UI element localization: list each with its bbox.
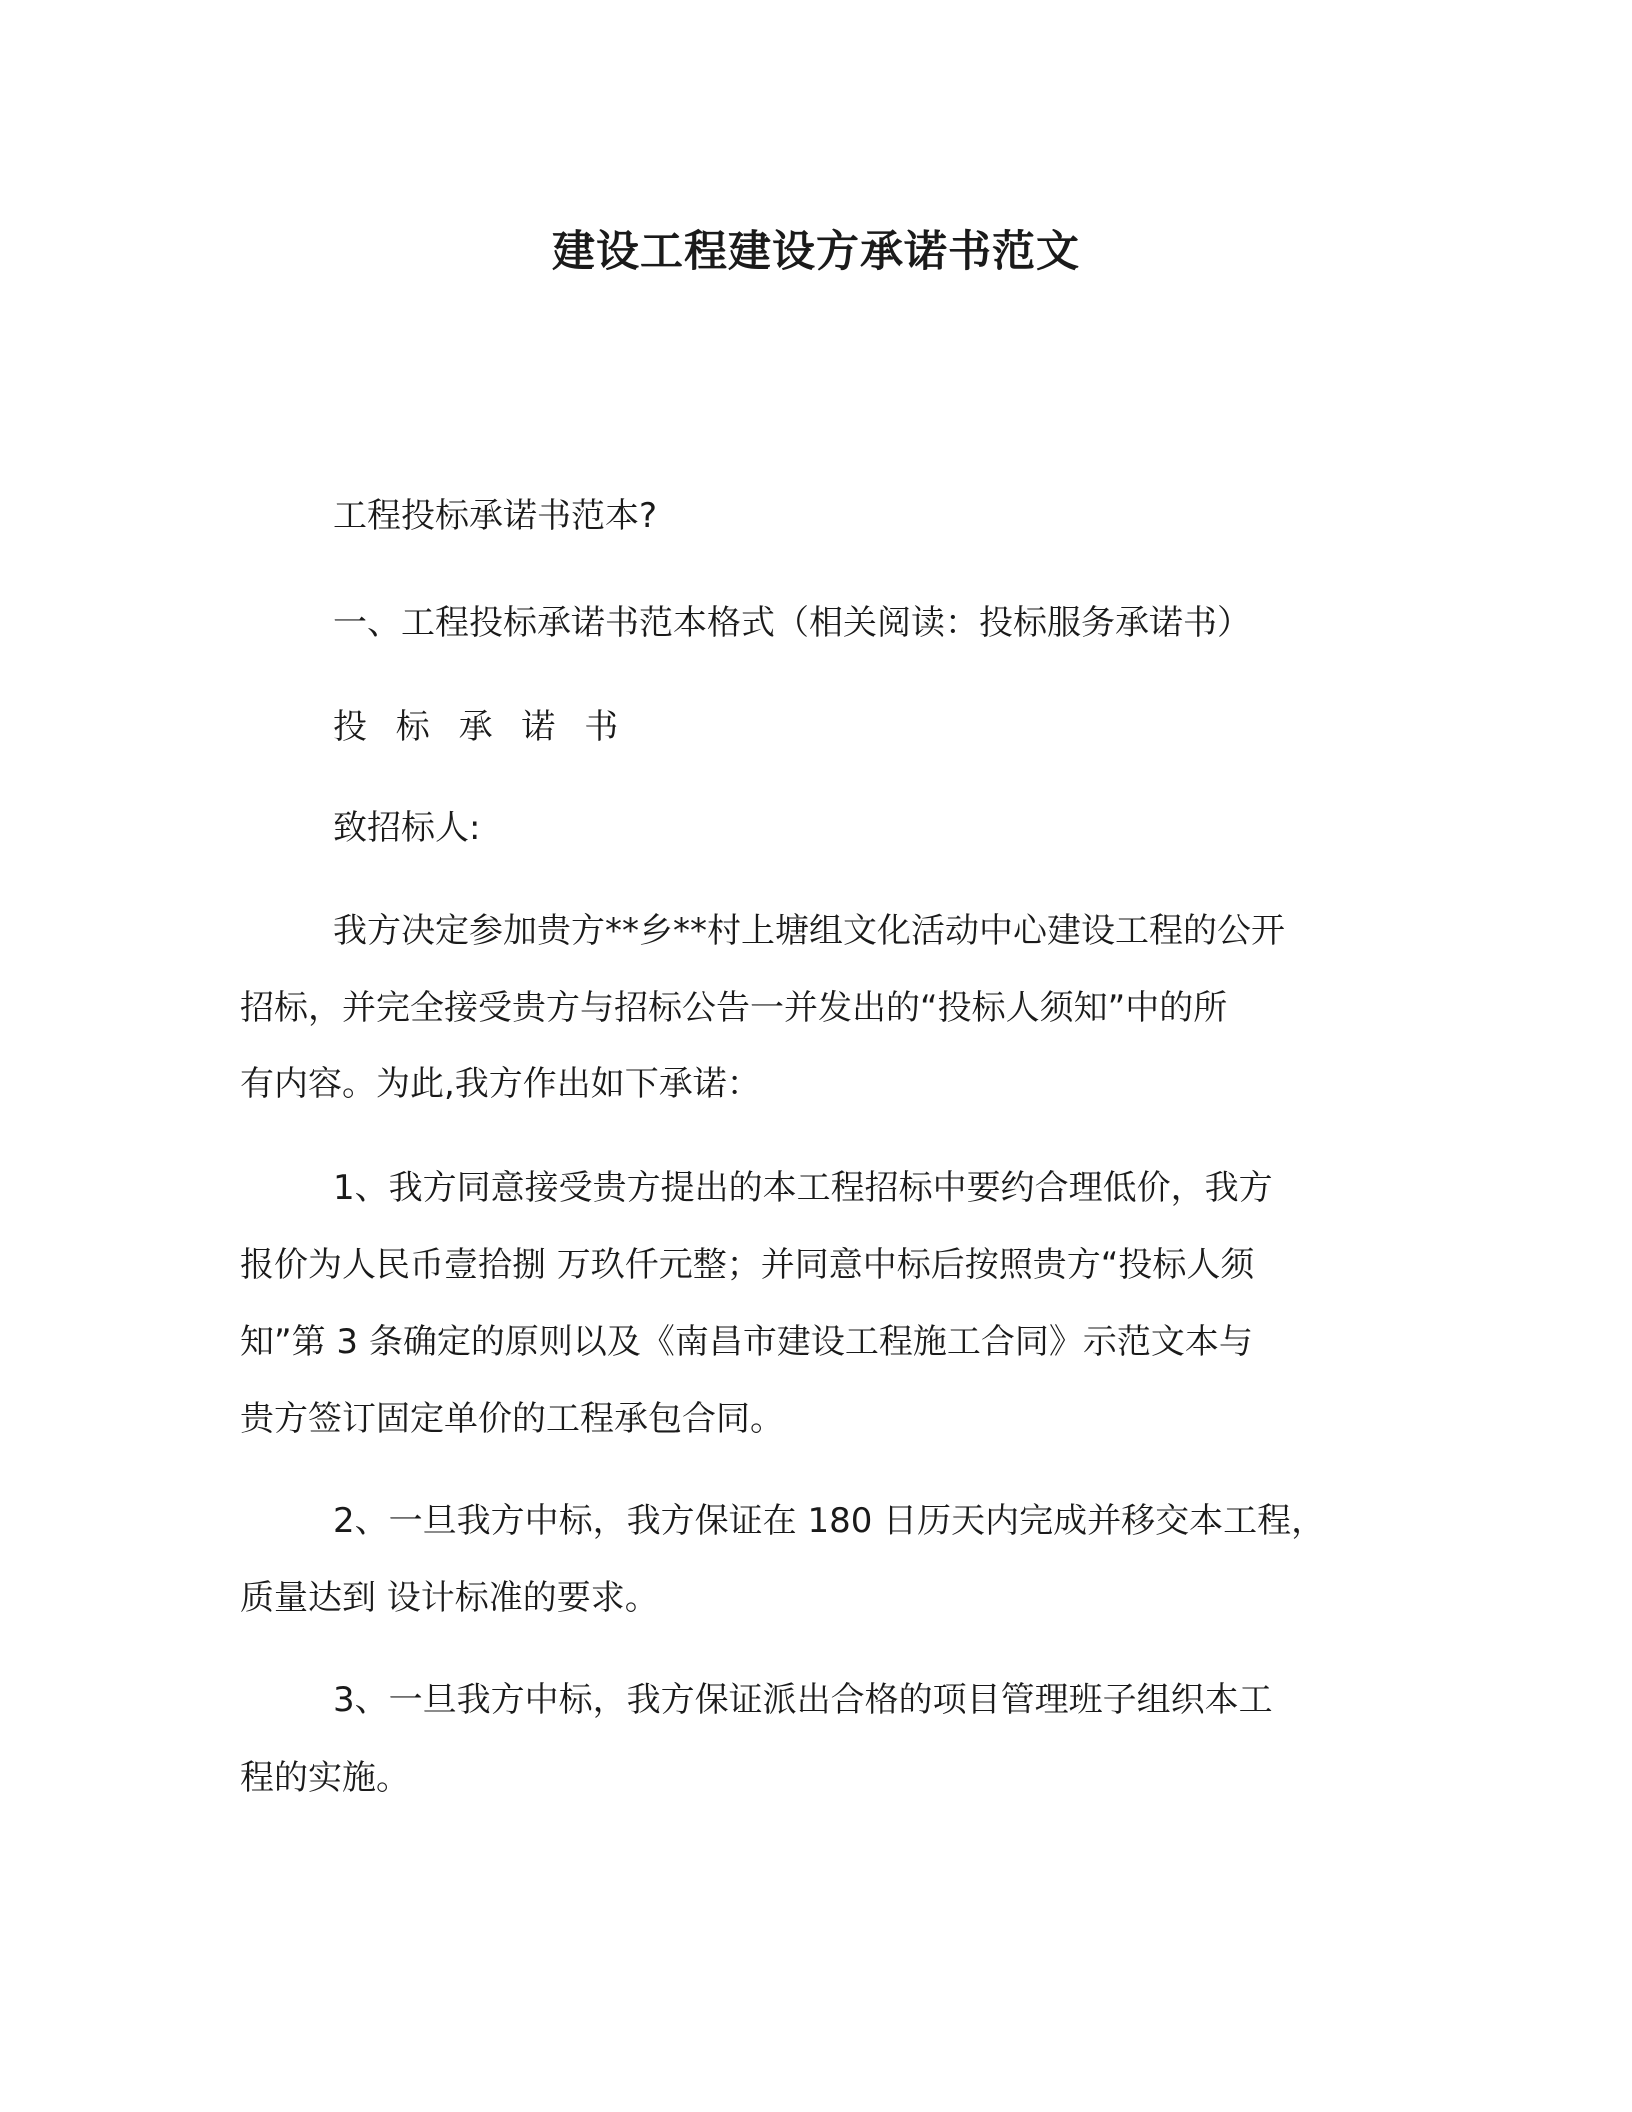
addressee: 致招标人: bbox=[333, 808, 481, 848]
heading-sample: 工程投标承诺书范本? bbox=[333, 496, 658, 536]
paragraph-line: 程的实施。 bbox=[240, 1758, 410, 1798]
paragraph-line: 贵方签订固定单价的工程承包合同。 bbox=[240, 1399, 784, 1439]
paragraph-line: 知”第 3 条确定的原则以及《南昌市建设工程施工合同》示范文本与 bbox=[240, 1322, 1253, 1362]
heading-format: 一、工程投标承诺书范本格式（相关阅读：投标服务承诺书） bbox=[333, 603, 1251, 643]
paragraph-line: 有内容。为此,我方作出如下承诺： bbox=[240, 1064, 761, 1104]
paragraph-line: 我方决定参加贵方**乡**村上塘组文化活动中心建设工程的公开 bbox=[333, 911, 1285, 951]
paragraph-line: 质量达到 设计标准的要求。 bbox=[240, 1578, 659, 1618]
document-title: 建设工程建设方承诺书范文 bbox=[552, 227, 1080, 277]
paragraph-line: 3、一旦我方中标，我方保证派出合格的项目管理班子组织本工 bbox=[333, 1680, 1273, 1720]
paragraph-line: 1、我方同意接受贵方提出的本工程招标中要约合理低价，我方 bbox=[333, 1168, 1273, 1208]
paragraph-line: 报价为人民币壹拾捌 万玖仟元整；并同意中标后按照贵方“投标人须 bbox=[240, 1245, 1255, 1285]
paragraph-line: 招标，并完全接受贵方与招标公告一并发出的“投标人须知”中的所 bbox=[240, 988, 1228, 1028]
paragraph-line: 2、一旦我方中标，我方保证在 180 日历天内完成并移交本工程， bbox=[333, 1501, 1326, 1541]
heading-commitment: 投 标 承 诺 书 bbox=[333, 707, 628, 747]
